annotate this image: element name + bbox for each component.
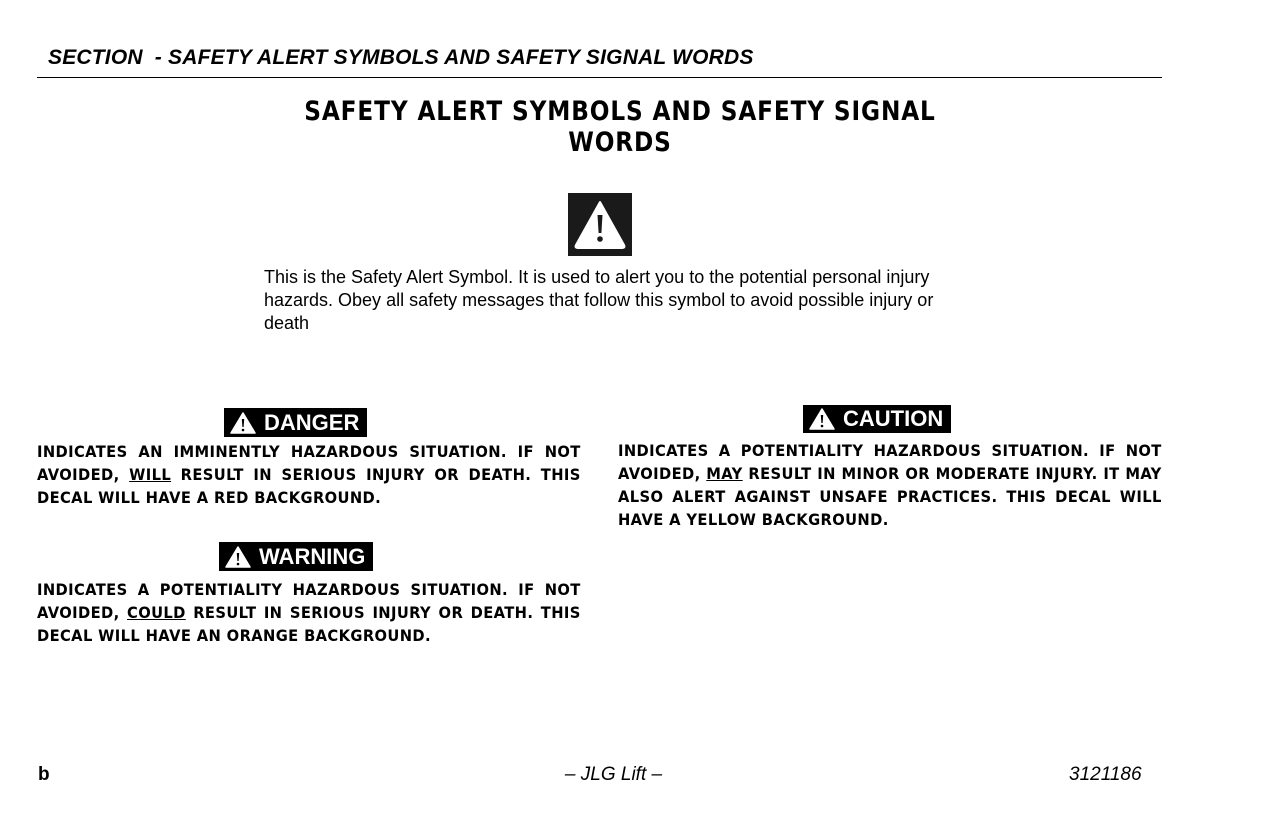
footer-publisher: – JLG Lift –	[564, 764, 663, 785]
footer-page-letter: b	[38, 764, 50, 785]
caution-keyword: MAY	[706, 464, 743, 483]
footer-document-number: 3121186	[1069, 764, 1142, 785]
warning-label	[219, 542, 373, 571]
danger-keyword: WILL	[129, 465, 172, 484]
warning-triangle-icon	[230, 412, 256, 434]
caution-label	[803, 405, 951, 433]
danger-text-start: INDICATES AN IMMINENTLY HAZARDOUS SITUATION. IF NOT AVOIDED,	[37, 442, 581, 484]
danger-label-text: DANGER	[264, 410, 360, 435]
page-title: SAFETY ALERT SYMBOLS AND SAFETY SIGNAL WORDS	[304, 96, 936, 158]
caution-text-start: INDICATES A POTENTIALITY HAZARDOUS SITUATION. IF NOT AVOIDED,	[618, 441, 1162, 483]
danger-label	[224, 408, 367, 437]
warning-text-end: RESULT IN SERIOUS INJURY OR DEATH. THIS DECAL WILL HAVE AN ORANGE BACKGROUND.	[37, 603, 581, 645]
danger-description	[37, 440, 581, 509]
warning-text-start: INDICATES A POTENTIALITY HAZARDOUS SITUATION. IF NOT AVOIDED,	[37, 580, 581, 622]
header-divider	[37, 77, 1162, 78]
danger-text-end: RESULT IN SERIOUS INJURY OR DEATH. THIS DECAL WILL HAVE A RED BACKGROUND.	[37, 465, 581, 507]
section-header: SECTION - SAFETY ALERT SYMBOLS AND SAFETY SIGNAL WORDS	[48, 46, 754, 69]
caution-label-text: CAUTION	[843, 406, 944, 431]
warning-description	[37, 578, 581, 647]
caution-text-end: RESULT IN MINOR OR MODERATE INJURY. IT MAY ALSO ALERT AGAINST UNSAFE PRACTICES. THIS DECAL WILL HAVE A YELLOW BACKGROUND.	[618, 464, 1162, 529]
warning-triangle-icon	[568, 193, 632, 256]
warning-triangle-icon	[809, 408, 835, 430]
warning-label-text: WARNING	[259, 544, 366, 569]
warning-triangle-icon	[225, 546, 251, 568]
caution-description	[618, 439, 1162, 531]
safety-alert-symbol	[568, 193, 632, 256]
safety-alert-description: This is the Safety Alert Symbol. It is used to alert you to the potential personal injury hazards. Obey all safety messages that follow this symbol to avoid possible injury or death	[264, 267, 934, 333]
warning-keyword: COULD	[127, 603, 186, 622]
